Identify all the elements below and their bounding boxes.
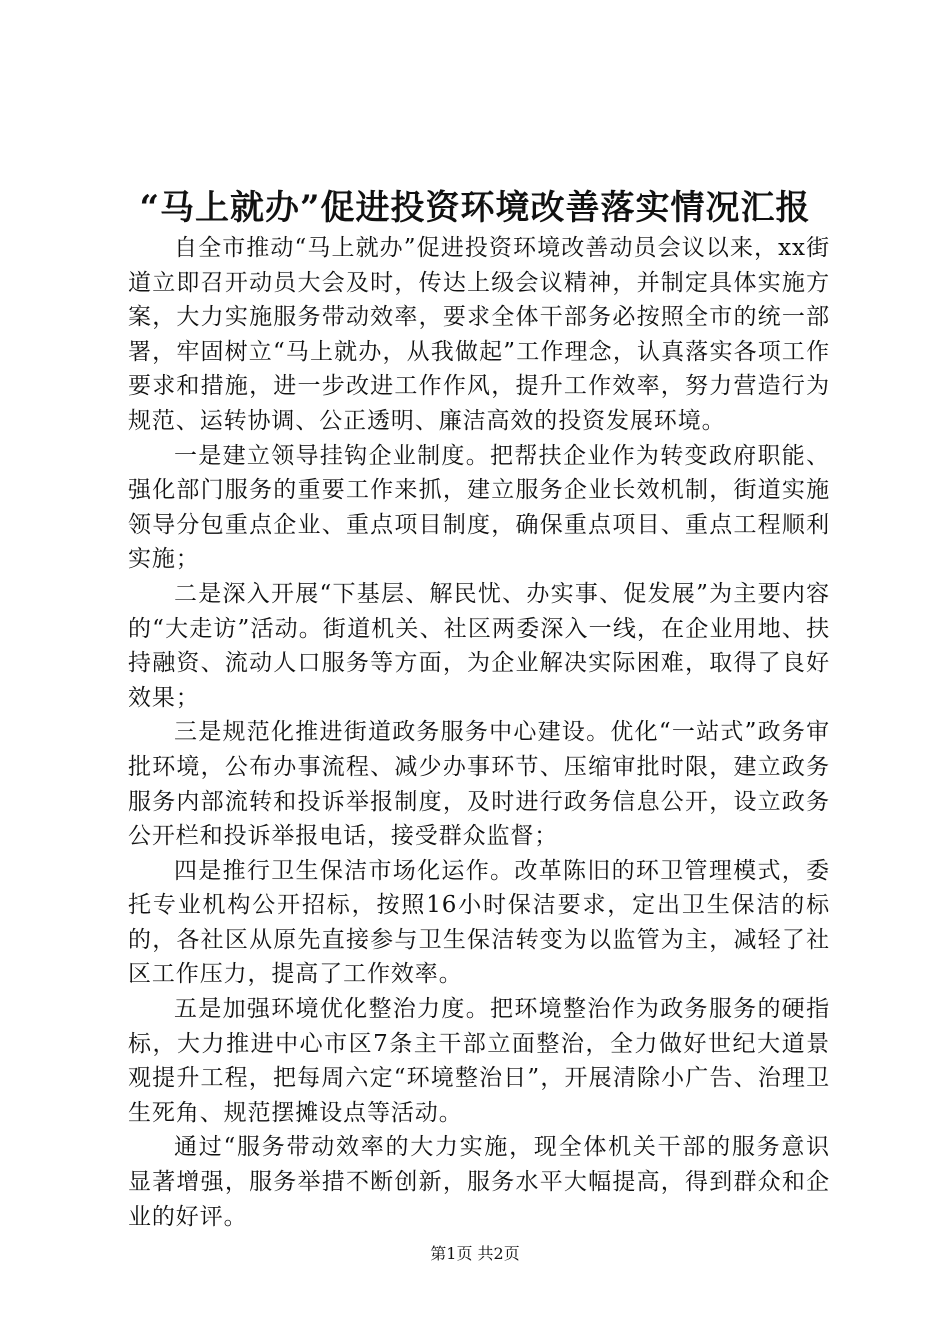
paragraph-item-4: 四是推行卫生保洁市场化运作。改革陈旧的环卫管理模式，委托专业机构公开招标，按照16小时保洁要求，定出卫生保洁的标的，各社区从原先直接参与卫生保洁转变为以监管为主，减轻了社区工作压力，提高了工作效率。	[128, 857, 830, 988]
paragraph-item-3: 三是规范化推进街道政务服务中心建设。优化“一站式”政务审批环境，公布办事流程、减少办事环节、压缩审批时限，建立政务服务内部流转和投诉举报制度，及时进行政务信息公开，设立政务公开栏和投诉举报电话，接受群众监督；	[128, 719, 830, 850]
paragraph-conclusion: 通过“服务带动效率的大力实施，现全体机关干部的服务意识显著增强，服务举措不断创新，服务水平大幅提高，得到群众和企业的好评。	[128, 1134, 830, 1230]
page-number-footer: 第1页 共2页	[430, 1244, 520, 1263]
paragraph-intro: 自全市推动“马上就办”促进投资环境改善动员会议以来，xx街道立即召开动员大会及时，传达上级会议精神，并制定具体实施方案，大力实施服务带动效率，要求全体干部务必按照全市的统一部署，牢固树立“马上就办，从我做起”工作理念，认真落实各项工作要求和措施，进一步改进工作作风，提升工作效率，努力营造行为规范、运转协调、公正透明、廉洁高效的投资发展环境。	[128, 235, 830, 434]
document-title: “马上就办”促进投资环境改善落实情况汇报	[139, 188, 811, 228]
paragraph-item-1: 一是建立领导挂钩企业制度。把帮扶企业作为转变政府职能、强化部门服务的重要工作来抓，建立服务企业长效机制，街道实施领导分包重点企业、重点项目制度，确保重点项目、重点工程顺利实施；	[128, 442, 830, 573]
paragraph-item-2: 二是深入开展“下基层、解民忧、办实事、促发展”为主要内容的“大走访”活动。街道机关、社区两委深入一线，在企业用地、扶持融资、流动人口服务等方面，为企业解决实际困难，取得了良好效果；	[128, 580, 830, 711]
paragraph-item-5: 五是加强环境优化整治力度。把环境整治作为政务服务的硬指标，大力推进中心市区7条主干部立面整治，全力做好世纪大道景观提升工程，把每周六定“环境整治日”，开展清除小广告、治理卫生死角、规范摆摊设点等活动。	[128, 996, 830, 1126]
document-body	[128, 231, 830, 1234]
